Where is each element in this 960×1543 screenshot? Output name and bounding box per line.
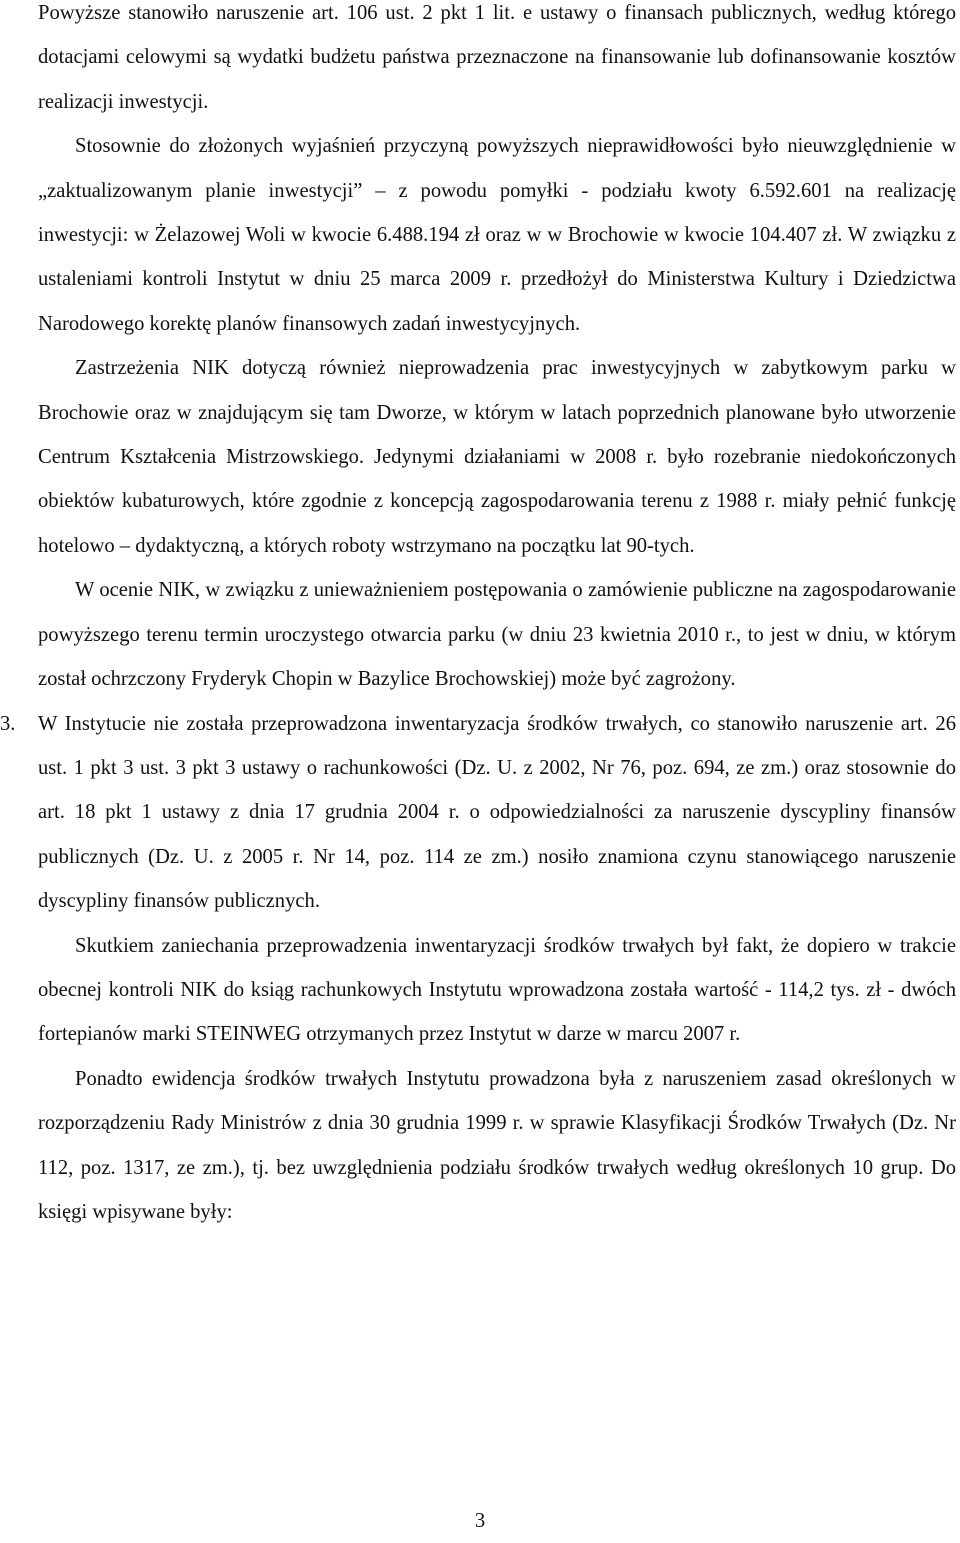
page-number: 3 [474,1510,486,1532]
paragraph-explanations: Stosownie do złożonych wyjaśnień przyczyną powyższych nieprawidłowości było nieuwzględnienie w „zaktualizowanym planie inwestycji” – z powodu pomyłki - podziału kwoty 6.592.601 na realizację inwestycji: w Żelazowej Woli w kwocie 6.488.194 zł oraz w w Brochowie w kwocie 104.407 zł. W związku z ustaleniami kontroli Instytut w dniu 25 marca 2009 r. przedłożył do Ministerstwa Kultury i Dziedzictwa Narodowego korektę planów finansowych zadań inwestycyjnych. [38,135,956,335]
paragraph-fixed-assets-records: Ponadto ewidencja środków trwałych Instytutu prowadzona była z naruszeniem zasad określonych w rozporządzeniu Rady Ministrów z dnia 30 grudnia 1999 r. w sprawie Klasyfikacji Środków Trwałych (Dz. Nr 112, poz. 1317, ze zm.), tj. bez uwzględnienia podziału środków trwałych według określonych 10 grup. Do księgi wpisywane były: [38,1067,956,1223]
item-number: 3. [0,712,16,735]
paragraph-nik-reservations: Zastrzeżenia NIK dotyczą również nieprowadzenia prac inwestycyjnych w zabytkowym parku w Brochowie oraz w znajdującym się tam Dworze, w którym w latach poprzednich planowane było utworzenie Centrum Kształcenia Mistrzowskiego. Jedynymi działaniami w 2008 r. było rozebranie niedokończonych obiektów kubaturowych, które zgodnie z koncepcją zagospodarowania terenu z 1988 r. miały pełnić funkcję hotelowo – dydaktyczną, a których roboty wstrzymano na początku lat 90-tych. [38,357,956,557]
paragraph-violation-art-106: Powyższe stanowiło naruszenie art. 106 ust. 2 pkt 1 lit. e ustawy o finansach publicznych, według którego dotacjami celowymi są wydatki budżetu państwa przeznaczone na finansowanie lub dofinansowanie kosztów realizacji inwestycji. [38,2,956,113]
paragraph-inventory-consequence: Skutkiem zaniechania przeprowadzenia inwentaryzacji środków trwałych był fakt, że dopiero w trakcie obecnej kontroli NIK do ksiąg rachunkowych Instytutu wprowadzona została wartość - 114,2 tys. zł - dwóch fortepianów marki STEINWEG otrzymanych przez Instytut w darze w marcu 2007 r. [38,934,956,1046]
paragraph-inventory-not-performed: W Instytucie nie została przeprowadzona inwentaryzacja środków trwałych, co stanowiło naruszenie art. 26 ust. 1 pkt 3 ust. 3 pkt 3 ustawy o rachunkowości (Dz. U. z 2002, Nr 76, poz. 694, ze zm.) oraz stosownie do art. 18 pkt 1 ustawy z dnia 17 grudnia 2004 r. o odpowiedzialności za naruszenie dyscypliny finansów publicznych (Dz. U. z 2005 r. Nr 14, poz. 114 ze zm.) nosiło znamiona czynu stanowiącego naruszenie dyscypliny finansów publicznych. [38,712,956,913]
numbered-item-3 [0,702,956,924]
paragraph-nik-assessment: W ocenie NIK, w związku z unieważnieniem postępowania o zamówienie publiczne na zagospodarowanie powyższego terenu termin uroczystego otwarcia parku (w dniu 23 kwietnia 2010 r., to jest w dniu, w którym został ochrzczony Fryderyk Chopin w Bazylice Brochowskiej) może być zagrożony. [38,579,956,691]
